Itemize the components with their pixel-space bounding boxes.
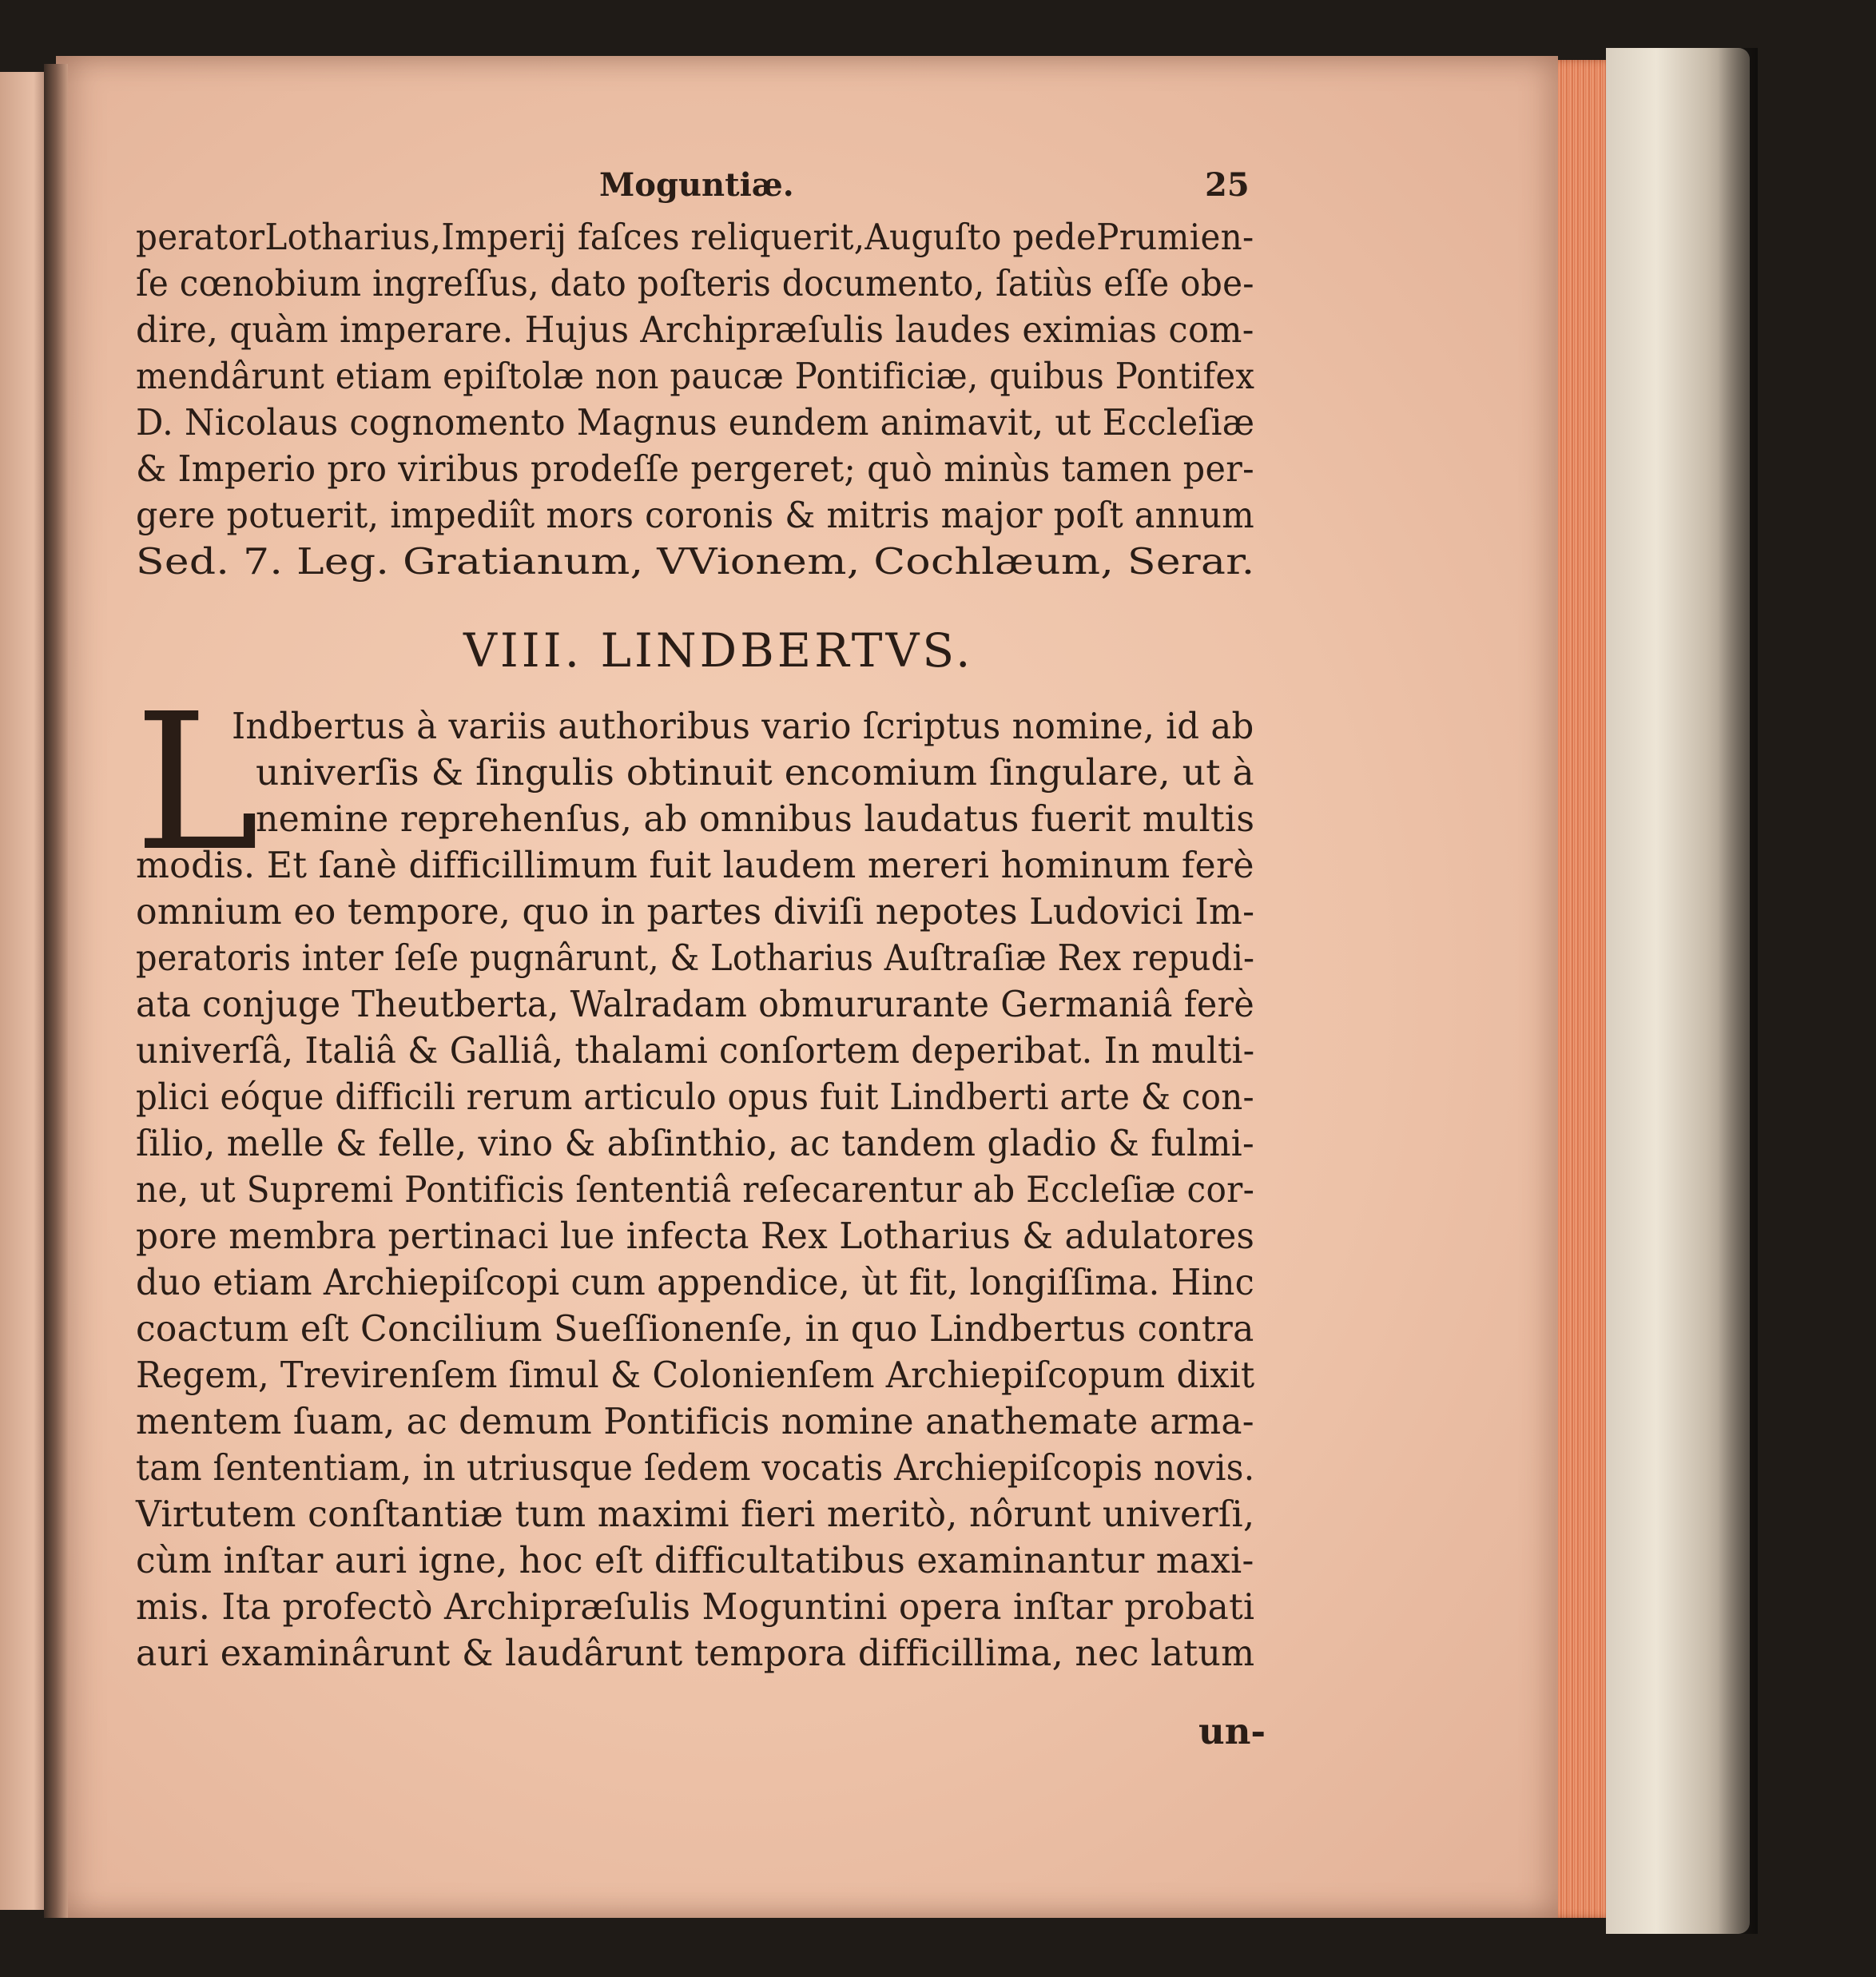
text-line: ſe cœnobium ingreſſus, dato poſteris documento, ſatiùs eſſe obe- (136, 262, 1254, 304)
text-line: tam ſententiam, in utriusque ſedem vocatis Archiepiſcopis novis. (136, 1446, 1255, 1489)
text-line: ſilio, melle & felle, vino & abſinthio, ac tandem gladio & fulmi- (136, 1122, 1255, 1164)
section-title: VIII. LINDBERTVS. (463, 623, 974, 678)
text-line: gere potuerit, impediît mors coronis & mitris major poſt annum (136, 494, 1255, 536)
text-line: nemine reprehenſus, ab omnibus laudatus fuerit multis (256, 798, 1255, 840)
text-line: coactum eſt Concilium Sueſſionenſe, in quo Lindbertus contra (136, 1307, 1254, 1350)
text-line: pore membra pertinaci lue infecta Rex Lotharius & adulatores (136, 1215, 1255, 1257)
text-line: mentem ſuam, ac demum Pontificis nomine anathemate arma- (136, 1400, 1254, 1442)
text-line: peratorLotharius,Imperij faſces reliquerit,Auguſto pedePrumien- (136, 216, 1254, 258)
text-line: modis. Et ſanè difficillimum fuit laudem mereri hominum ferè (136, 844, 1254, 886)
text-line: omnium eo tempore, quo in partes diviſi nepotes Ludovici Im- (136, 890, 1255, 933)
page-number: 25 (1205, 166, 1250, 204)
running-head: Moguntiæ. (599, 166, 794, 204)
text-line: univerſâ, Italiâ & Galliâ, thalami conſortem deperibat. In multi- (136, 1029, 1255, 1072)
book-gutter (44, 64, 68, 1918)
drop-cap: L (134, 673, 260, 893)
text-line: duo etiam Archiepiſcopi cum appendice, ùt fit, longiſſima. Hinc (136, 1261, 1255, 1303)
text-line: Sed. 7. Leg. Gratianum, VVionem, Cochlæum, Serar. (136, 540, 1255, 583)
text-line: ata conjuge Theutberta, Walradam obmururante Germaniâ ferè (136, 983, 1254, 1025)
text-line: dire, quàm imperare. Hujus Archipræſulis laudes eximias com- (136, 308, 1254, 351)
text-line: auri examinârunt & laudârunt tempora difficillima, nec latum (136, 1632, 1255, 1674)
text-line: Virtutem conſtantiæ tum maximi fieri meritò, nôrunt univerſi, (136, 1493, 1255, 1535)
text-line: D. Nicolaus cognomento Magnus eundem animavit, ut Eccleſiæ (136, 401, 1255, 444)
text-line: peratoris inter ſeſe pugnârunt, & Lotharius Auſtraſiæ Rex repudi- (136, 937, 1255, 979)
text-line: univerſis & ſingulis obtinuit encomium ſingulare, ut à (256, 751, 1254, 794)
text-line: mis. Ita profectò Archipræſulis Moguntini opera inſtar probati (136, 1585, 1255, 1628)
text-line: & Imperio pro viribus prodeſſe pergeret; quò minùs tamen per- (136, 448, 1254, 490)
catchword: un- (1198, 1710, 1266, 1752)
text-line: Indbertus à variis authoribus vario ſcriptus nomine, id ab (232, 705, 1254, 747)
text-line: mendârunt etiam epiſtolæ non paucæ Pontificiæ, quibus Pontifex (136, 355, 1255, 397)
text-line: plici eóque difficili rerum articulo opus fuit Lindberti arte & con- (136, 1076, 1255, 1118)
text-line: cùm inſtar auri igne, hoc eſt difficultatibus examinantur maxi- (136, 1539, 1254, 1581)
text-line: ne, ut Supremi Pontificis ſententiâ reſecarentur ab Eccleſiæ cor- (136, 1168, 1255, 1211)
text-line: Regem, Trevirenſem ſimul & Colonienſem Archiepiſcopum dixit (136, 1354, 1255, 1396)
cover-shadow (1718, 48, 1758, 1934)
